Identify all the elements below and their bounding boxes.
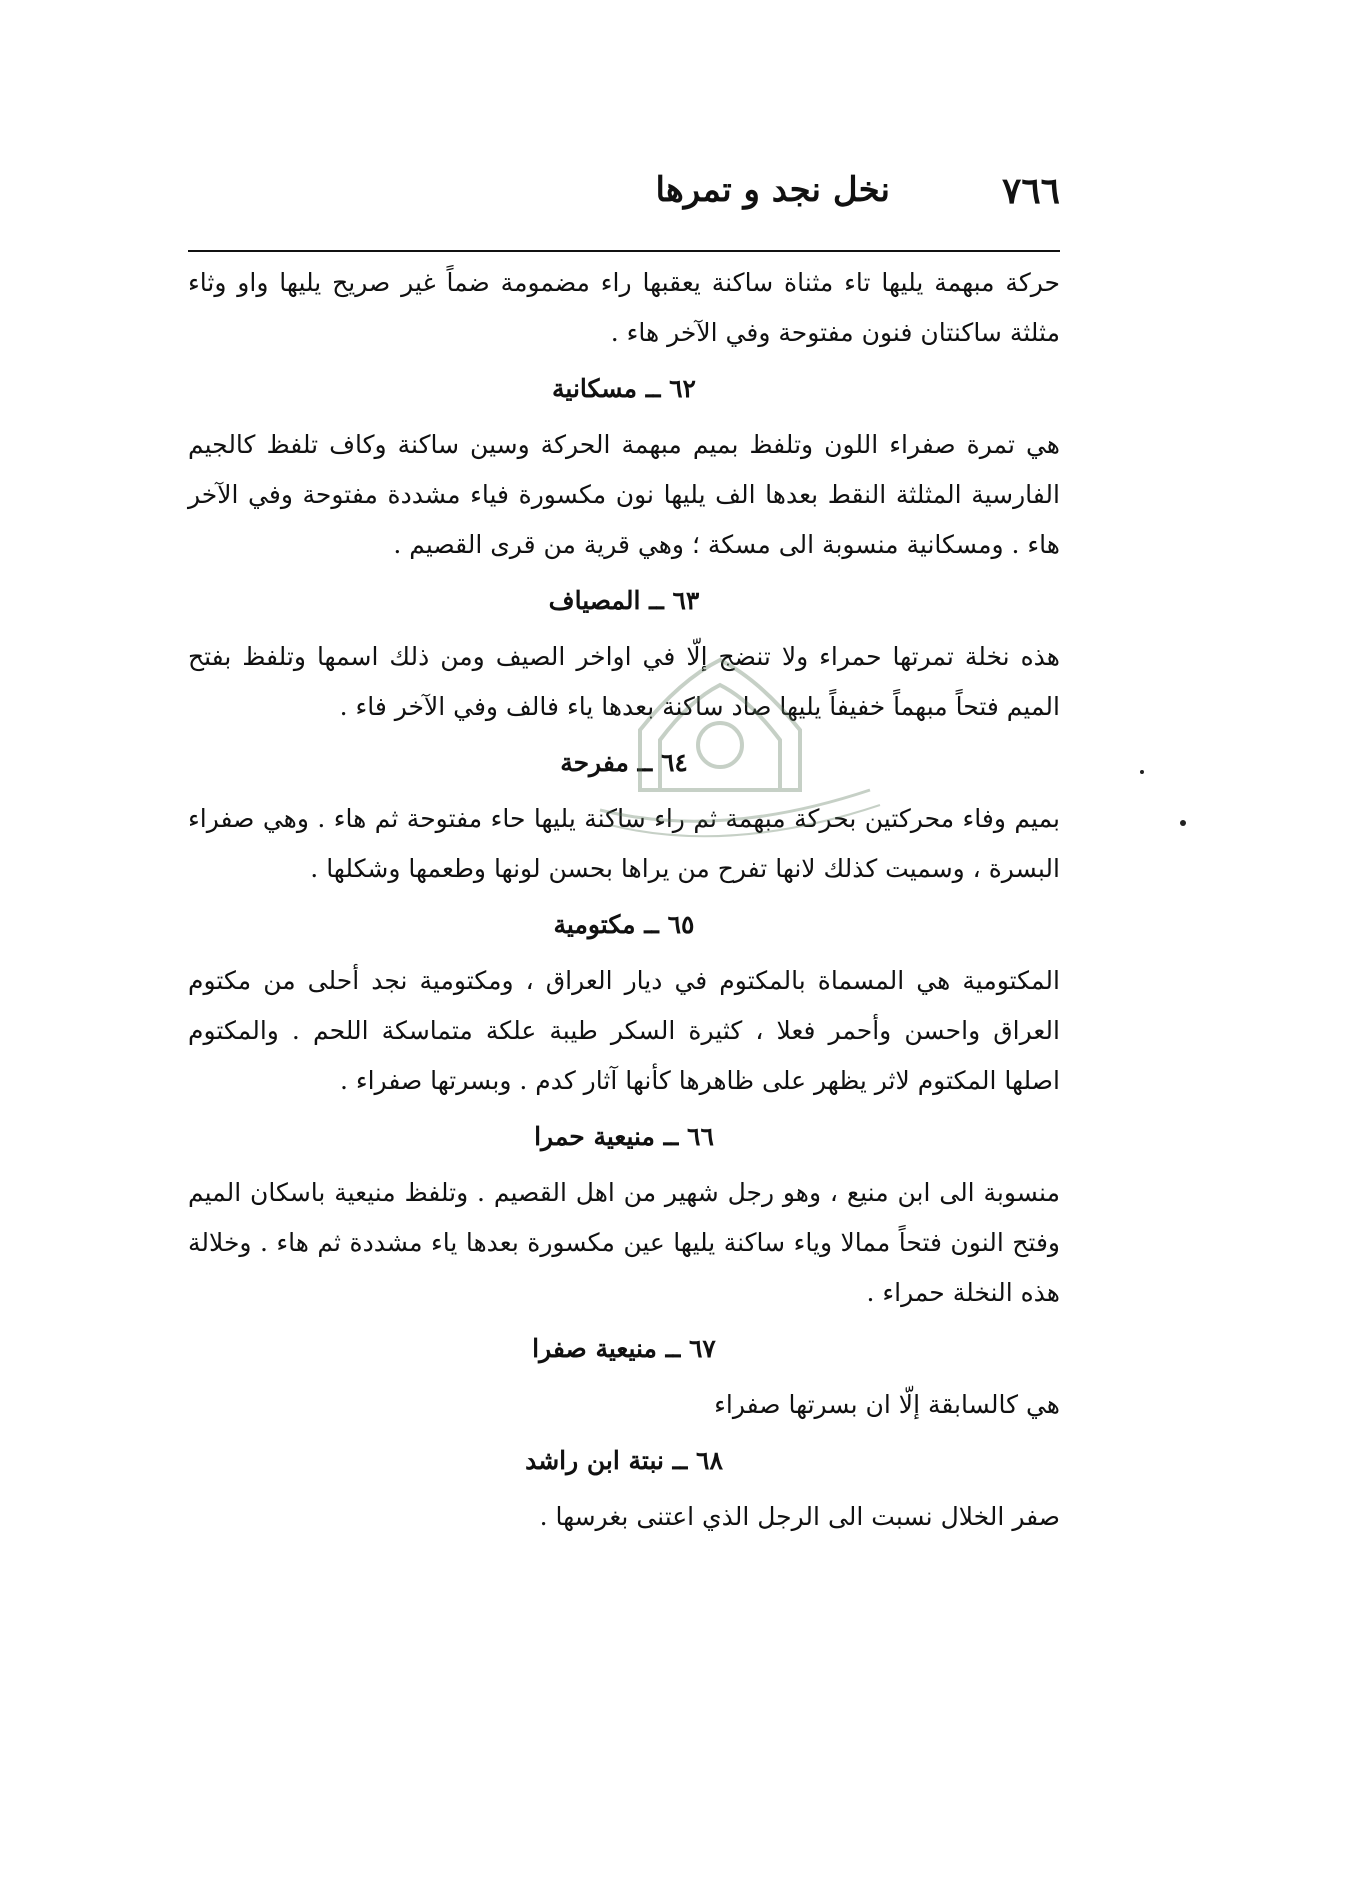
header-rule: [188, 250, 1060, 252]
library-watermark-seal: [540, 640, 900, 880]
scan-speck: [1180, 820, 1186, 826]
entry-title-63: ٦٣ ــ المصياف: [548, 586, 700, 615]
paragraph-67: هي كالسابقة إلّا ان بسرتها صفراء: [714, 1390, 1060, 1419]
running-title: نخل نجد و تمرها: [655, 170, 890, 210]
page-number: ٧٦٦: [1001, 170, 1060, 212]
page-header: [200, 170, 1060, 230]
page-body: [188, 258, 1060, 1542]
entry-title-66: ٦٦ ــ منيعية حمرا: [534, 1122, 714, 1151]
paragraph-68: صفر الخلال نسبت الى الرجل الذي اعتنى بغرسها .: [539, 1502, 1060, 1531]
paragraph-intro: حركة مبهمة يليها تاء مثناة ساكنة يعقبها راء مضمومة ضماً غير صريح يليها واو وثاء مثلثة ساكنتان فنون مفتوحة وفي الآخر هاء .: [188, 268, 1060, 347]
paragraph-66: منسوبة الى ابن منيع ، وهو رجل شهير من اهل القصيم . وتلفظ منيعية باسكان الميم وفتح النون فتحاً ممالا وياء ساكنة يليها عين مكسورة بعدها ياء مشددة ثم هاء . وخلالة هذه النخلة حمراء .: [188, 1178, 1060, 1307]
entry-title-65: ٦٥ ــ مكتومية: [553, 910, 695, 939]
entry-title-68: ٦٨ ــ نبتة ابن راشد: [525, 1446, 723, 1475]
paragraph-64: بميم وفاء محركتين بحركة مبهمة ثم راء ساكنة يليها حاء مفتوحة ثم هاء . وهي صفراء البسرة ، وسميت كذلك لانها تفرح من يراها بحسن لونها وطعمها وشكلها .: [188, 804, 1060, 883]
paragraph-63: هذه نخلة تمرتها حمراء ولا تنضج إلّا في اواخر الصيف ومن ذلك اسمها وتلفظ بفتح الميم فتحاً مبهماً خفيفاً يليها صاد ساكنة بعدها ياء فالف وفي الآخر فاء .: [188, 642, 1060, 721]
scan-speck: [1140, 770, 1144, 774]
entry-title-67: ٦٧ ــ منيعية صفرا: [532, 1334, 716, 1363]
paragraph-65: المكتومية هي المسماة بالمكتوم في ديار العراق ، ومكتومية نجد أحلى من مكتوم العراق واحسن وأحمر فعلا ، كثيرة السكر طيبة علكة متماسكة اللحم . والمكتوم اصلها المكتوم لاثر يظهر على ظاهرها كأنها آثار كدم . وبسرتها صفراء .: [188, 966, 1060, 1095]
entry-title-64: ٦٤ ــ مفرحة: [560, 748, 688, 777]
paragraph-62: هي تمرة صفراء اللون وتلفظ بميم مبهمة الحركة وسين ساكنة وكاف تلفظ كالجيم الفارسية المثلثة النقط بعدها الف يليها نون مكسورة فياء مشددة مفتوحة وفي الآخر هاء . ومسكانية منسوبة الى مسكة ؛ وهي قرية من قرى القصيم .: [188, 430, 1060, 559]
entry-title-62: ٦٢ ــ مسكانية: [552, 374, 696, 403]
